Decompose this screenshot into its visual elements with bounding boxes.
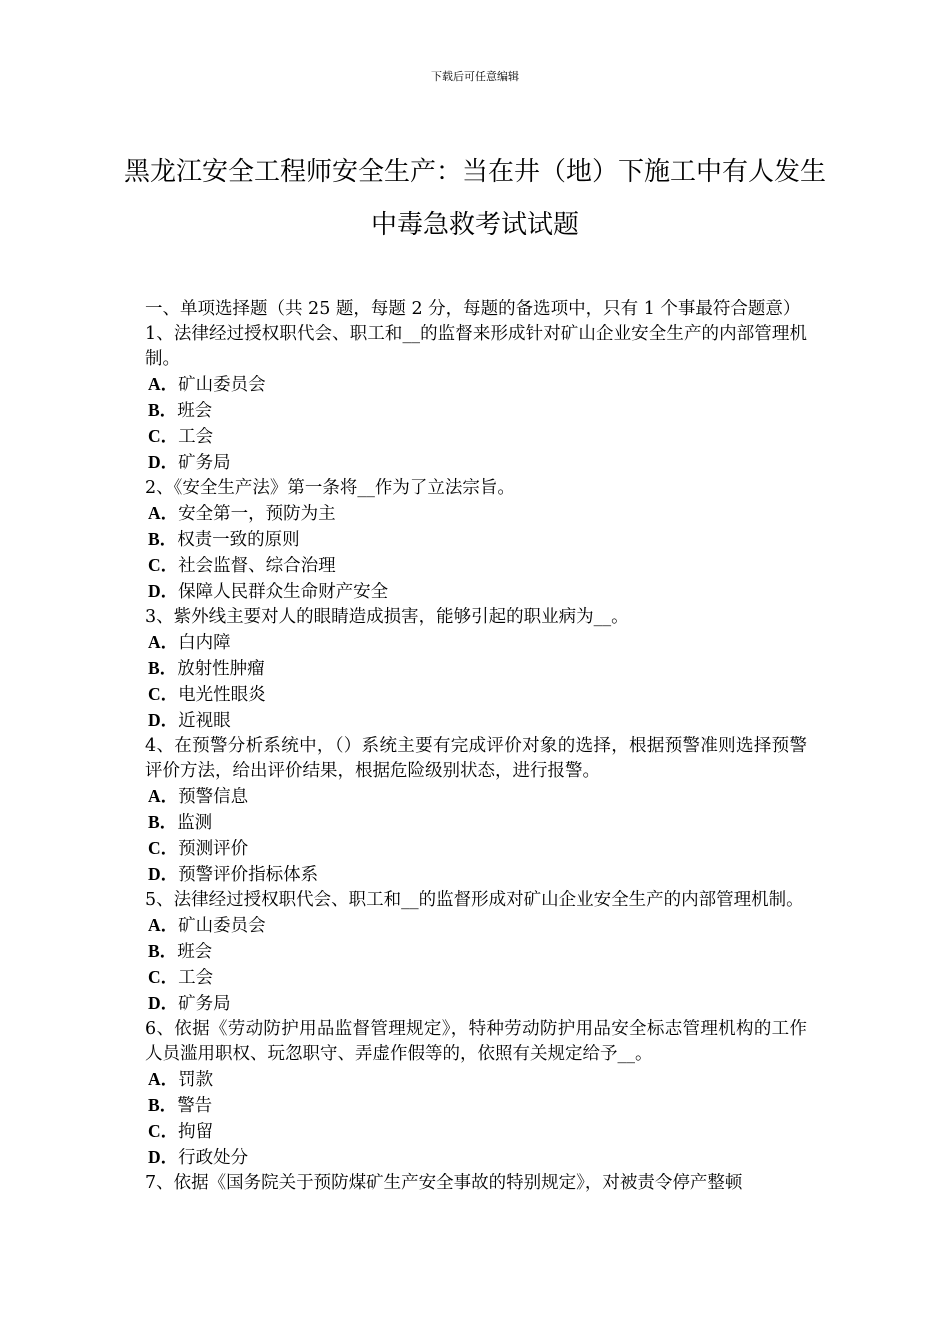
- question-text: 7、依据《国务院关于预防煤矿生产安全事故的特别规定》，对被责令停产整顿: [145, 1173, 743, 1193]
- option-text: 班会: [177, 942, 213, 962]
- option-text: 白内障: [178, 633, 231, 653]
- answer-option: [145, 553, 807, 579]
- document-body: [145, 297, 807, 1196]
- option-text: 工会: [178, 427, 214, 447]
- option-text: 工会: [178, 968, 214, 988]
- option-letter: B．: [148, 400, 178, 420]
- option-letter: A．: [148, 632, 179, 652]
- option-text: 预测评价: [178, 839, 249, 859]
- answer-option: [145, 939, 807, 965]
- answer-option: [145, 424, 807, 450]
- answer-option: [145, 836, 807, 862]
- option-letter: A．: [148, 786, 179, 806]
- option-text: 电光性眼炎: [178, 685, 266, 705]
- option-text: 监测: [177, 813, 213, 833]
- option-text: 班会: [177, 401, 213, 421]
- option-letter: B．: [148, 529, 178, 549]
- answer-option: [145, 810, 807, 836]
- answer-option: [145, 991, 807, 1017]
- option-letter: B．: [148, 941, 178, 961]
- option-letter: A．: [148, 915, 179, 935]
- option-text: 保障人民群众生命财产安全: [178, 582, 389, 602]
- answer-option: [145, 372, 807, 398]
- answer-option: [145, 784, 807, 810]
- option-text: 权责一致的原则: [177, 530, 300, 550]
- option-letter: A．: [148, 503, 179, 523]
- answer-option: [145, 1093, 807, 1119]
- option-letter: D．: [148, 1147, 179, 1167]
- answer-option: [145, 682, 807, 708]
- question-text: 6、依据《劳动防护用品监督管理规定》，特种劳动防护用品安全标志管理机构的工作人员滥用职权、玩忽职守、弄虚作假等的，依照有关规定给予__。: [145, 1019, 807, 1064]
- answer-option: [145, 708, 807, 734]
- answer-option: [145, 501, 807, 527]
- option-letter: D．: [148, 864, 179, 884]
- option-text: 矿务局: [178, 453, 231, 473]
- option-letter: D．: [148, 993, 179, 1013]
- answer-option: [145, 527, 807, 553]
- answer-option: [145, 450, 807, 476]
- answer-option: [145, 630, 807, 656]
- option-letter: D．: [148, 452, 179, 472]
- section-heading: 一、单项选择题（共 25 题，每题 2 分，每题的备选项中，只有 1 个事最符合题意）: [145, 299, 801, 319]
- answer-option: [145, 1119, 807, 1145]
- option-text: 矿山委员会: [178, 375, 266, 395]
- option-letter: C．: [148, 684, 179, 704]
- question-text: 1、法律经过授权职代会、职工和__的监督来形成针对矿山企业安全生产的内部管理机制。: [145, 324, 807, 369]
- answer-option: [145, 579, 807, 605]
- document-title: 黑龙江安全工程师安全生产：当在井（地）下施工中有人发生中毒急救考试试题: [123, 157, 826, 240]
- answer-option: [145, 965, 807, 991]
- option-letter: D．: [148, 581, 179, 601]
- option-letter: B．: [148, 1095, 178, 1115]
- question-text: 4、在预警分析系统中，（）系统主要有完成评价对象的选择，根据预警准则选择预警评价方法，给出评价结果，根据危险级别状态，进行报警。: [145, 736, 807, 781]
- option-letter: A．: [148, 1069, 179, 1089]
- answer-option: [145, 1067, 807, 1093]
- option-text: 拘留: [178, 1122, 214, 1142]
- answer-option: [145, 398, 807, 424]
- question-text: 5、法律经过授权职代会、职工和__的监督形成对矿山企业安全生产的内部管理机制。: [145, 890, 804, 910]
- option-text: 近视眼: [178, 711, 231, 731]
- option-letter: C．: [148, 838, 179, 858]
- question-list: [145, 322, 807, 1196]
- option-text: 矿务局: [178, 994, 231, 1014]
- option-letter: A．: [148, 374, 179, 394]
- option-text: 安全第一，预防为主: [178, 504, 336, 524]
- question-text: 2、《安全生产法》第一条将__作为了立法宗旨。: [145, 478, 515, 498]
- answer-option: [145, 1145, 807, 1171]
- option-text: 社会监督、综合治理: [178, 556, 336, 576]
- question-text: 3、紫外线主要对人的眼睛造成损害，能够引起的职业病为__。: [145, 607, 629, 627]
- answer-option: [145, 862, 807, 888]
- option-text: 警告: [177, 1096, 213, 1116]
- option-letter: C．: [148, 555, 179, 575]
- option-text: 罚款: [178, 1070, 214, 1090]
- option-letter: C．: [148, 1121, 179, 1141]
- option-text: 预警评价指标体系: [178, 865, 319, 885]
- header-note: 下载后可任意编辑: [431, 70, 519, 83]
- answer-option: [145, 913, 807, 939]
- option-text: 放射性肿瘤: [177, 659, 265, 679]
- option-letter: D．: [148, 710, 179, 730]
- option-letter: C．: [148, 426, 179, 446]
- option-letter: B．: [148, 658, 178, 678]
- option-text: 预警信息: [178, 787, 249, 807]
- option-text: 行政处分: [178, 1148, 249, 1168]
- option-letter: B．: [148, 812, 178, 832]
- answer-option: [145, 656, 807, 682]
- option-letter: C．: [148, 967, 179, 987]
- option-text: 矿山委员会: [178, 916, 266, 936]
